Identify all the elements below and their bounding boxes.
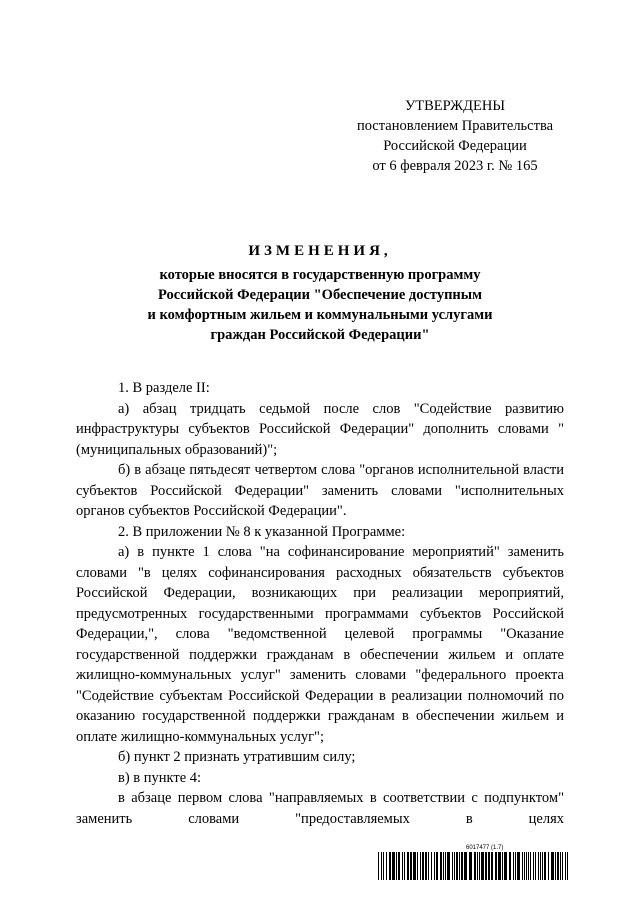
approval-heading: УТВЕРЖДЕНЫ: [404, 98, 506, 114]
approval-decree-line: постановлением Правительства: [356, 118, 554, 134]
approval-stamp: [340, 96, 570, 176]
paragraph-section-2: 2. В приложении № 8 к указанной Программе:: [118, 523, 406, 540]
subtitle-line: которые вносятся в государственную программу: [159, 267, 481, 283]
paragraph-2a: а) в пункте 1 слова "на софинансирование мероприятий" заменить словами "в целях софинансирования расходных обязательств субъектов Российской Федерации, возникающих при реализации мероприятий, предусмотренных государственными программами субъектов Российской Федерации,", слова "ведомственной целевой программы "Оказание государственной поддержки гражданам в обеспечении жильем и оплате жилищно-коммунальных услуг" заменить словами "федерального проекта "Содействие субъектам Российской Федерации в реализации полномочий по оказанию государственной поддержки гражданам в обеспечении жильем и оплате жилищно-коммунальных услуг";: [76, 544, 564, 745]
document-title: ИЗМЕНЕНИЯ,: [248, 243, 392, 259]
paragraph-1a: а) абзац тридцать седьмой после слов "Содействие развитию инфраструктуры субъектов Российской Федерации" дополнить словами "(муниципальных образований)";: [76, 400, 564, 458]
barcode-number: 6017477 (1.7): [466, 845, 504, 851]
paragraph-1b: б) в абзаце пятьдесят четвертом слова "органов исполнительной власти субъектов Российской Федерации" заменить словами "исполнительных органов субъектов Российской Федерации".: [76, 462, 564, 519]
subtitle-line: граждан Российской Федерации": [210, 327, 430, 343]
subtitle-line: Российской Федерации "Обеспечение доступным: [158, 287, 482, 303]
document-subtitle: [80, 265, 560, 345]
subtitle-line: и комфортным жильем и коммунальными услугами: [147, 307, 493, 323]
barcode: [378, 852, 568, 880]
paragraph-2c-first: в абзаце первом слова "направляемых в соответствии с подпунктом" заменить словами "предоставляемых в целях: [76, 790, 564, 827]
paragraph-2b: б) пункт 2 признать утратившим силу;: [118, 749, 356, 765]
approval-date-number: от 6 февраля 2023 г. № 165: [372, 158, 538, 174]
document-body: [76, 378, 564, 829]
paragraph-2c: в) в пункте 4:: [118, 769, 202, 786]
paragraph-section-1: 1. В разделе II:: [118, 380, 210, 396]
approval-authority-line: Российской Федерации: [383, 138, 527, 154]
